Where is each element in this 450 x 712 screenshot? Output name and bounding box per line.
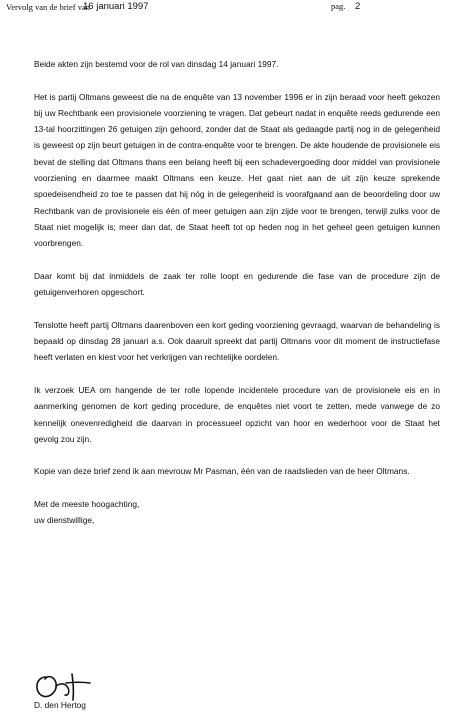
letter-date: 16 januari 1997 [83,1,149,12]
paragraph-1: Beide akten zijn bestemd voor de rol van dinsdag 14 januari 1997. [34,59,279,69]
paragraph-2: Het is partij Oltmans geweest die na de enquête van 13 november 1996 er in zijn beraad voor heeft gekozen bij uw Rechtbank een provisionele voorziening te vragen. Dat gebeurt nadat in enquête reeds gedurende een 13-tal hoorzittingen 26 getuigen zijn gehoord, zonder dat de Staat als gedaagde partij nog in de gelegenheid is geweest op zijn beurt getuigen in de contra-enquête voor te brengen. De akte houdende de provisionele eis bevat de stelling dat Oltmans thans een belang heeft bij een schadevergoeding door middel van provisionele voorziening en daarmee maakt Oltmans een keuze. Het gaat niet aan de uit zijn keuze sprekende spoedeisendheid zo toe te passen dat hij nóg in de gelegenheid is voorafgaand aan de beoordeling door uw Rechtbank van de provisionele eis één of meer getuigen aan zijn zijde voor te brengen, terwijl zulks voor de Staat niet mogelijk is; meer dan dat, de Staat heeft tot op heden nog in het geheel geen getuigen kunnen voorbrengen. [34,91,440,249]
letter-body [34,56,440,529]
continuation-label: Vervolg van de brief van [6,2,91,12]
page-label: pag. [331,1,346,11]
handwritten-signature [32,670,112,702]
closing-sub: uw dienstwillige, [34,515,95,526]
paragraph-5: Ik verzoek UEA om hangende de ter rolle lopende incidentele procedure van de provisionele eis en in aanmerking genomen de kort geding procedure, de enquêtes niet voort te zetten, mede vanwege de zo kennelijk onevenredigheid die daarvan in processueel opzicht van hoor en wederhoor voor de Staat het gevolg zou zijn. [34,384,440,444]
paragraph-3: Daar komt bij dat inmiddels de zaak ter rolle loopt en gedurende die fase van de procedure zijn de getuigenverhoren opgeschort. [34,270,440,298]
page-header [6,2,426,16]
signatory-name: D. den Hertog [34,700,86,710]
paragraph-4: Tenslotte heeft partij Oltmans daarenboven een kort geding voorziening gevraagd, waarvan de behandeling is bepaald op dinsdag 28 januari a.s. Ook daaruit spreekt dat partij Oltmans voor dit moment de instructiefase heeft verlaten en kiest voor het verkrijgen van rechtelijke oordelen. [34,319,440,363]
closing-salutation: Met de meeste hoogachting, [34,499,140,510]
page-number: 2 [355,1,361,12]
paragraph-6: Kopie van deze brief zend ik aan mevrouw Mr Pasman, één van de raadslieden van de heer Oltmans. [34,466,410,477]
